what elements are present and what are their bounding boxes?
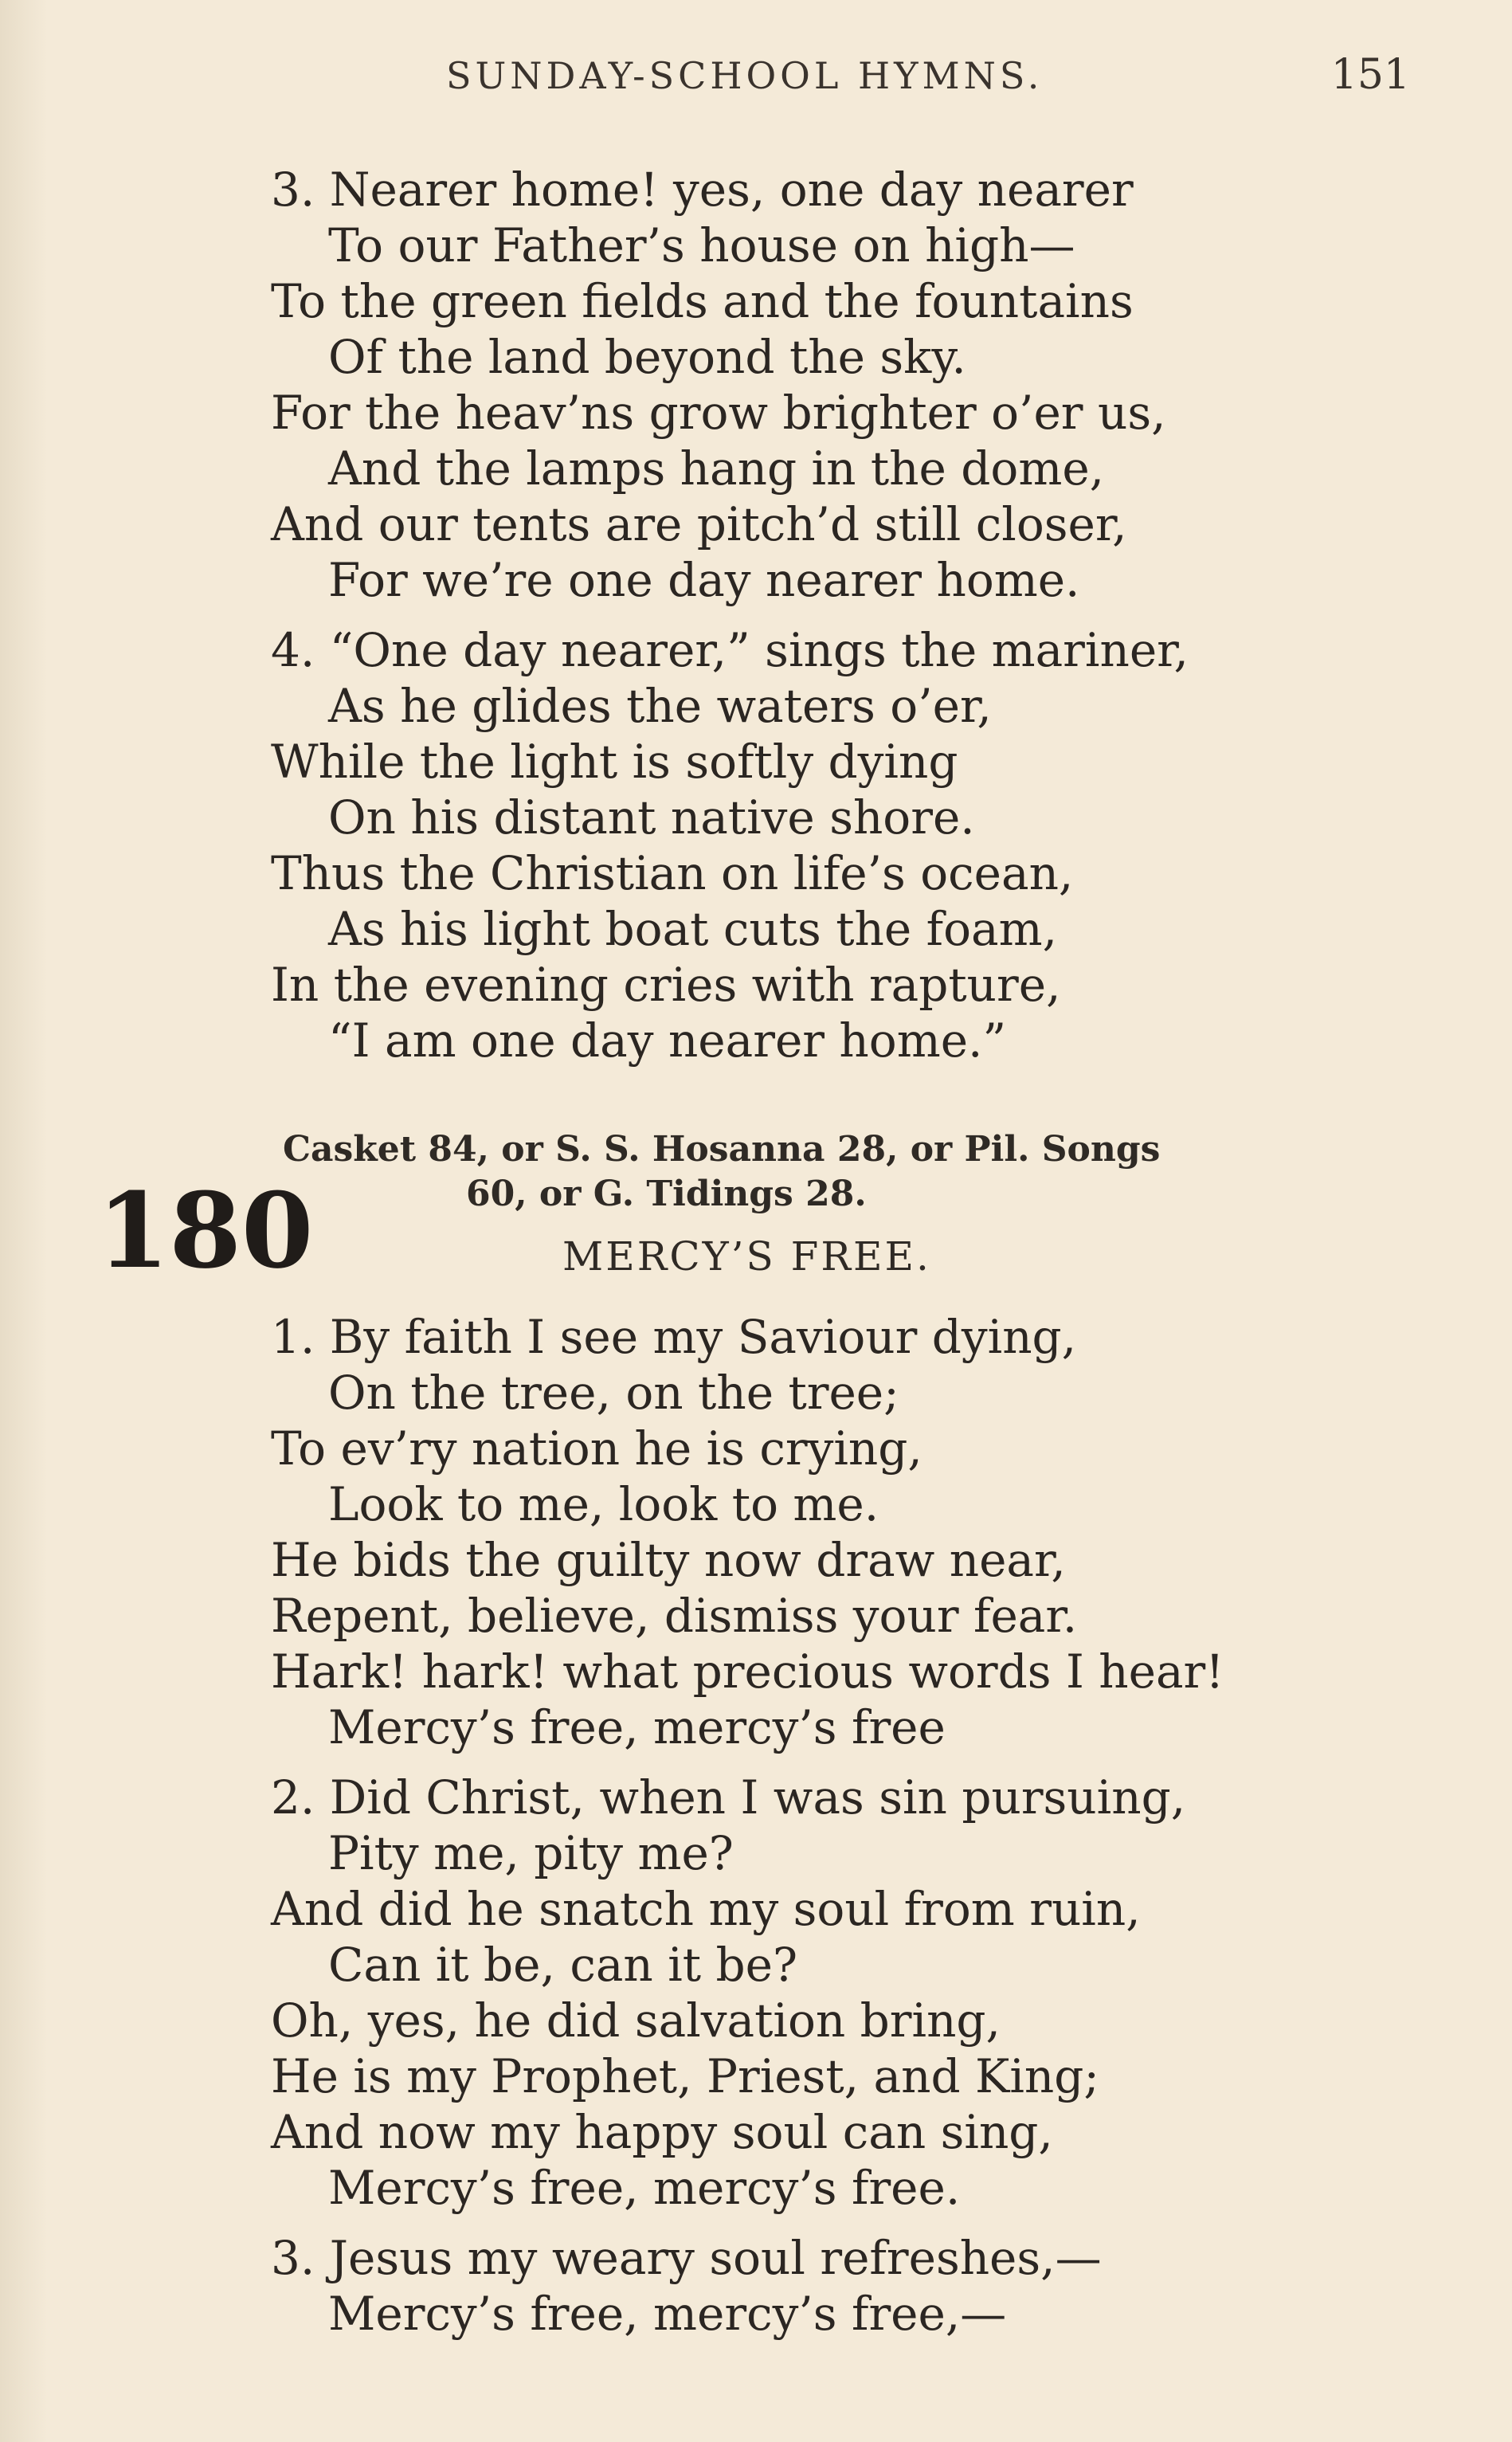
verse-line: For we’re one day nearer home. [328,553,1080,607]
hymn-number: 180 [97,1170,314,1292]
verse-line: On his distant native shore. [328,790,975,845]
verse-line: To ev’ry nation he is crying, [271,1421,922,1476]
verse-line: And our tents are pitch’d still closer, [271,497,1127,551]
verse-line: Thus the Christian on life’s ocean, [271,846,1074,900]
verse-line: 3. Nearer home! yes, one day nearer [271,163,1134,217]
tune-reference [283,1127,1160,1217]
verse-line: And now my happy soul can sing, [271,2105,1053,2159]
continued-hymn [271,162,1386,1068]
verse-line: Of the land beyond the sky. [328,330,966,384]
verse-line: Mercy’s free, mercy’s free. [328,2161,961,2215]
verse-line: To our Father’s house on high— [328,218,1075,272]
verse-line: Can it be, can it be? [328,1938,798,1992]
verse-line: 2. Did Christ, when I was sin pursuing, [271,1770,1186,1825]
verse-line: Look to me, look to me. [328,1477,879,1531]
verse-line: While the light is softly dying [271,735,958,789]
verse-line: And did he snatch my soul from ruin, [271,1882,1141,1936]
page-number: 151 [1330,51,1410,99]
hymn-180-verses [271,1309,1386,2342]
page-edge-shadow [0,0,48,2442]
verse-line: And the lamps hang in the dome, [328,441,1105,496]
verse-line: 4. “One day nearer,” sings the mariner, [271,623,1189,677]
verse-line: Pity me, pity me? [328,1826,734,1880]
verse-line: For the heav’ns grow brighter o’er us, [271,386,1166,440]
verse-line: Mercy’s free, mercy’s free [328,1700,946,1754]
verse-line: On the tree, on the tree; [328,1366,899,1420]
hymn-title: MERCY’S FREE. [562,1233,931,1280]
tune-reference-line: 60, or G. Tidings 28. [466,1174,867,1214]
running-title: SUNDAY-SCHOOL HYMNS. [446,54,1044,97]
tune-reference-line: Casket 84, or S. S. Hosanna 28, or Pil. Songs [283,1129,1161,1170]
verse-line: “I am one day nearer home.” [328,1013,1007,1068]
verse-line: 3. Jesus my weary soul refreshes,— [271,2231,1102,2285]
verse-line: Oh, yes, he did salvation bring, [271,1993,1001,2048]
verse-line: He is my Prophet, Priest, and King; [271,2049,1099,2103]
verse-line: He bids the guilty now draw near, [271,1533,1066,1587]
verse-line: Hark! hark! what precious words I hear! [271,1644,1224,1699]
verse-line: Mercy’s free, mercy’s free,— [328,2287,1007,2341]
verse-line: To the green fields and the fountains [271,274,1134,328]
verse-line: 1. By faith I see my Saviour dying, [271,1310,1077,1364]
verse-line: Repent, believe, dismiss your fear. [271,1589,1078,1643]
verse-line: In the evening cries with rapture, [271,958,1061,1012]
verse-line: As his light boat cuts the foam, [328,902,1058,956]
verse-line: As he glides the waters o’er, [328,679,992,733]
